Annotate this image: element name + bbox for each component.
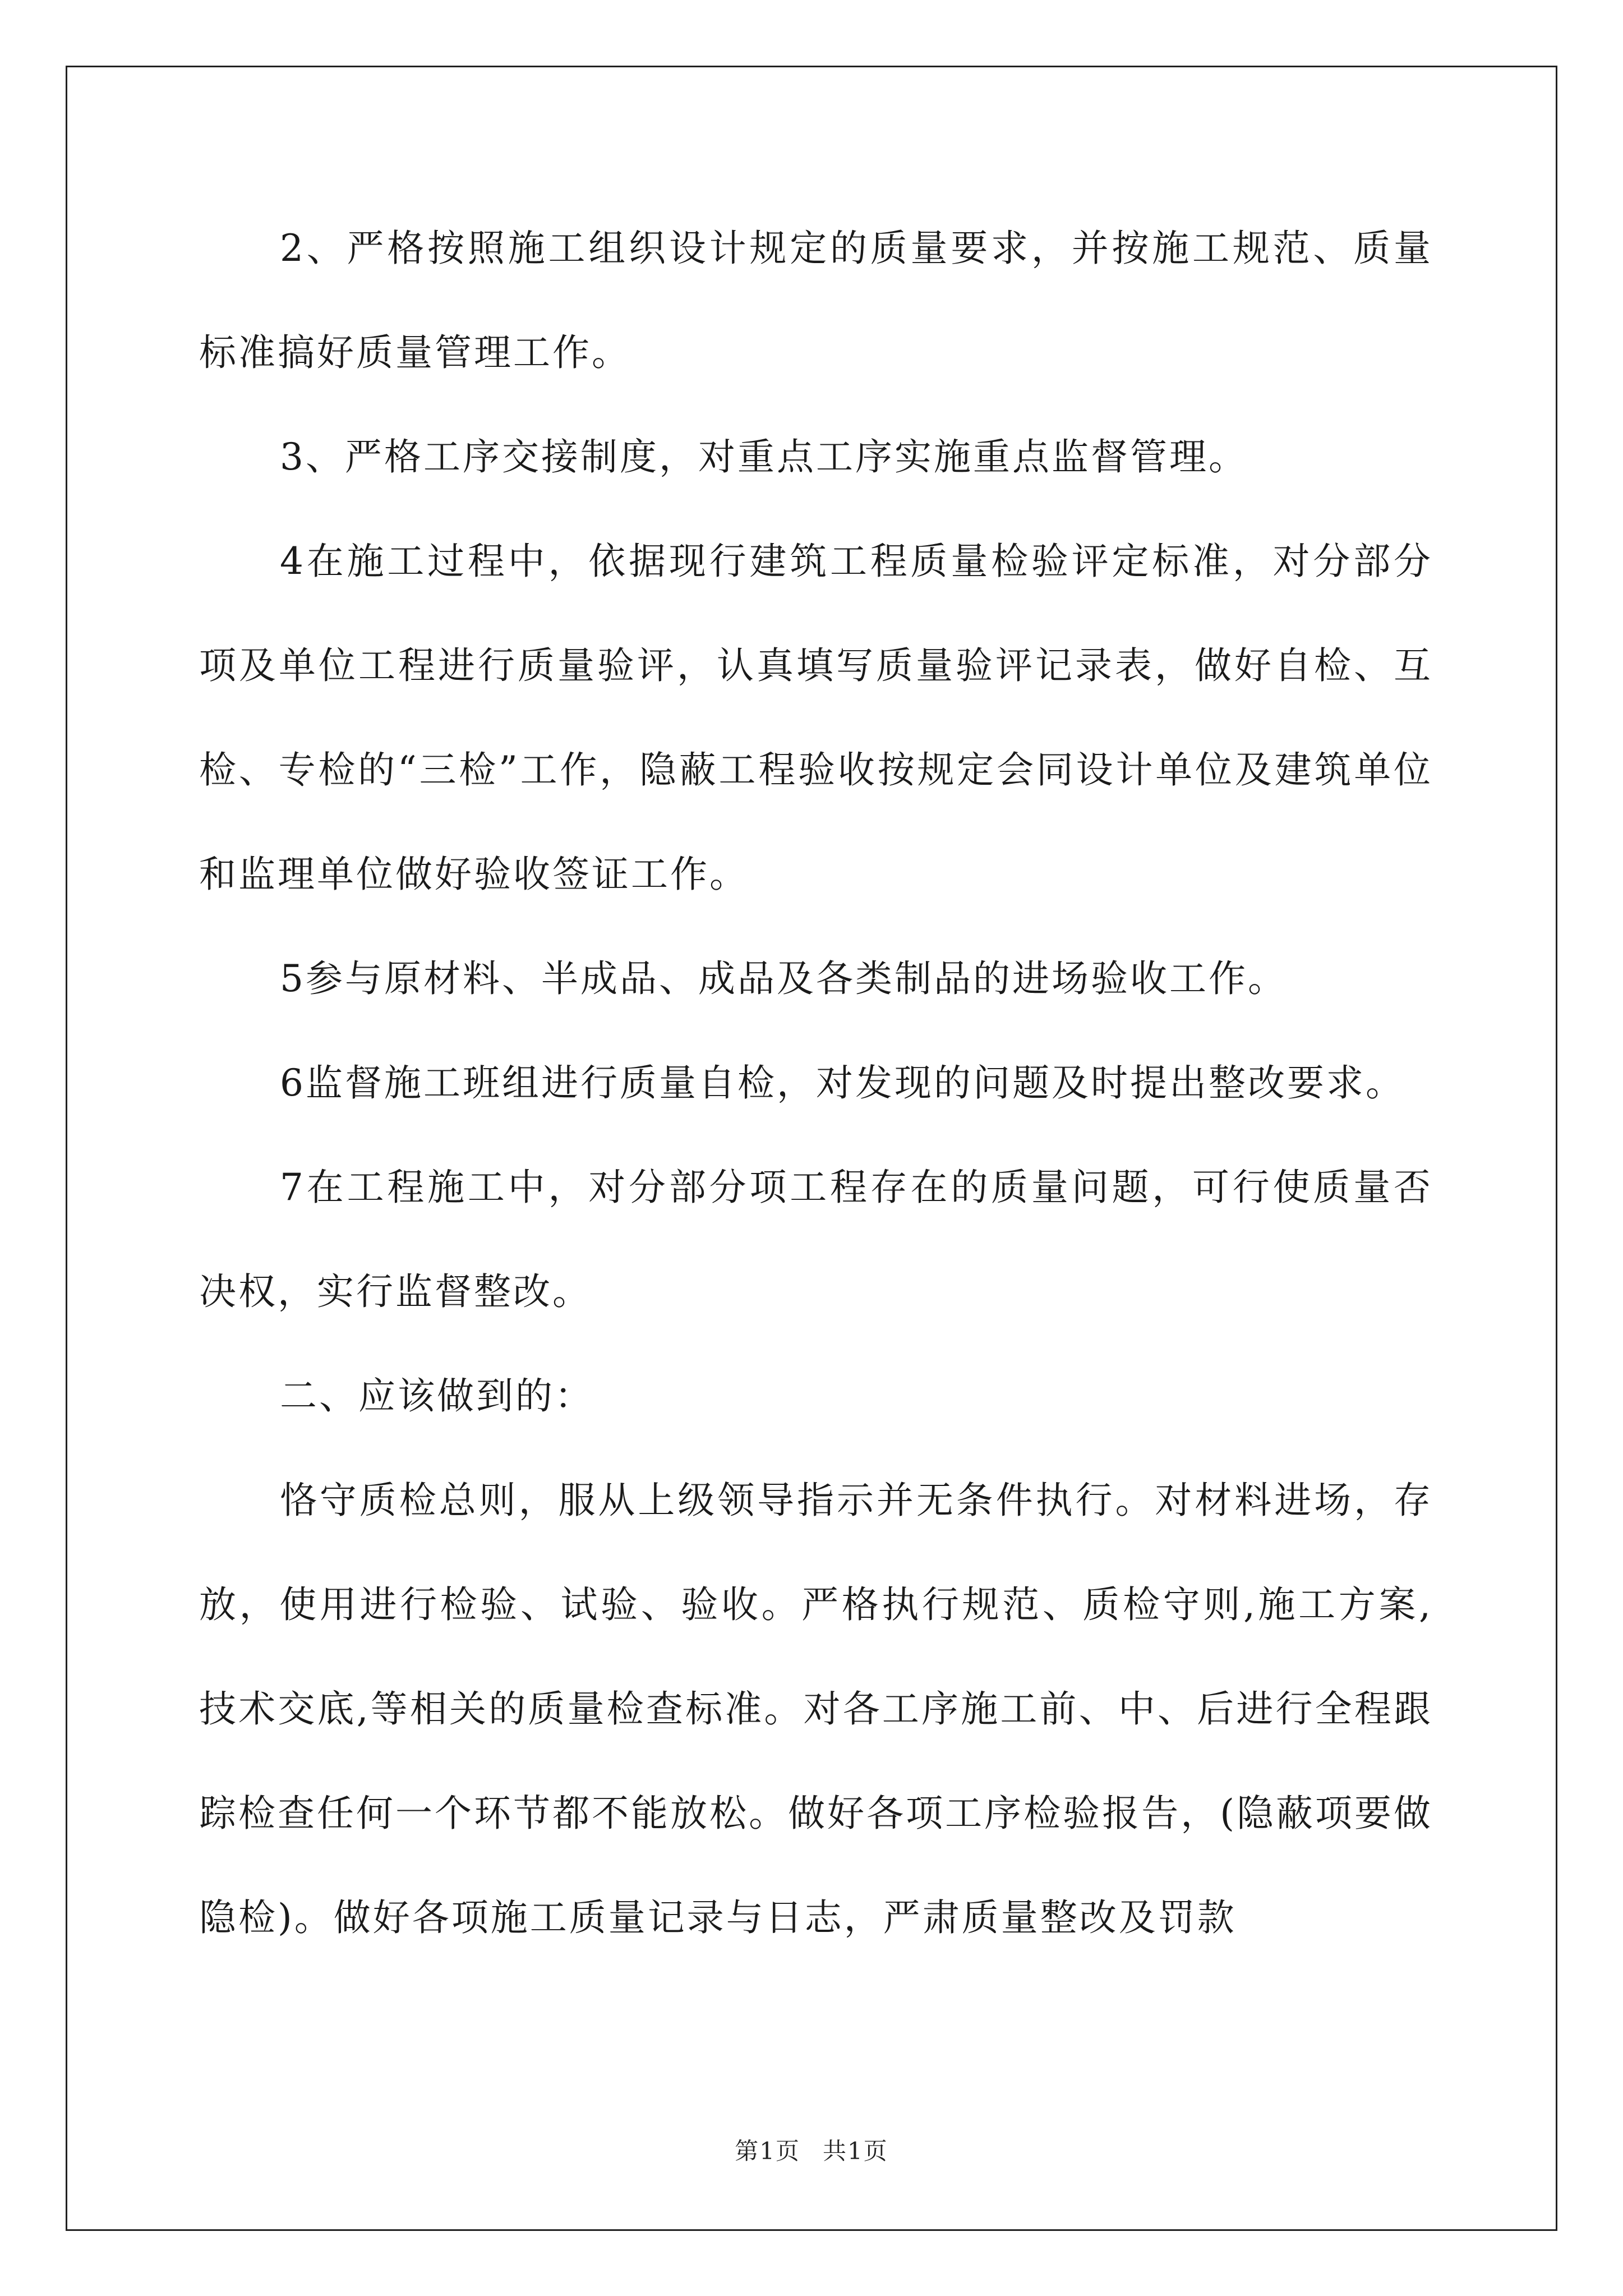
section-heading: 二、应该做到的：	[280, 1374, 594, 1418]
paragraph-body: 恪守质检总则，服从上级领导指示并无条件执行。对材料进场，存放，使用进行检验、试验、验收。严格执行规范、质检守则,施工方案,技术交底,等相关的质量检查标准。对各工序施工前、中、后进行全程跟踪检查任何一个环节都不能放松。做好各项工序检验报告，(隐蔽项要做隐检)。做好各项施工质量记录与日志，严肃质量整改及罚款	[199, 1479, 1433, 1939]
paragraph-item-5: 5参与原材料、半成品、成品及各类制品的进场验收工作。	[280, 957, 1287, 1000]
page-footer	[0, 2134, 1623, 2168]
paragraph-item-3: 3、严格工序交接制度，对重点工序实施重点监督管理。	[280, 435, 1248, 478]
paragraph-item-4: 4在施工过程中，依据现行建筑工程质量检验评定标准，对分部分项及单位工程进行质量验评，认真填写质量验评记录表，做好自检、互检、专检的“三检”工作，隐蔽工程验收按规定会同设计单位及建筑单位和监理单位做好验收签证工作。	[199, 540, 1433, 896]
page-number-total: 共1页	[823, 2137, 888, 2165]
paragraph-item-7: 7在工程施工中，对分部分项工程存在的质量问题，可行使质量否决权，实行监督整改。	[199, 1166, 1433, 1313]
page-number-current: 第1页	[735, 2137, 800, 2165]
paragraph-item-2: 2、严格按照施工组织设计规定的质量要求，并按施工规范、质量标准搞好质量管理工作。	[199, 227, 1433, 374]
paragraph-item-6: 6监督施工班组进行质量自检，对发现的问题及时提出整改要求。	[280, 1061, 1405, 1105]
document-body	[199, 196, 1433, 1970]
